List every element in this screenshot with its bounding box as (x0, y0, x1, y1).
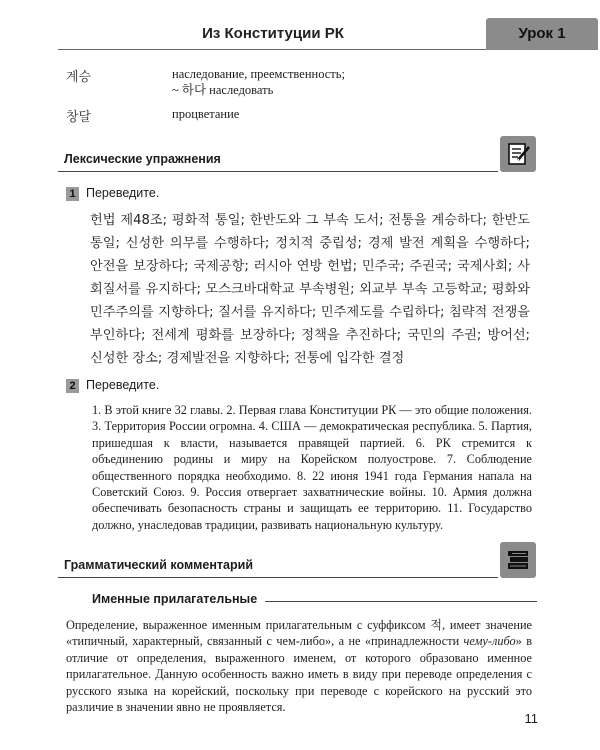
vocab-def-line: процветание (172, 107, 240, 121)
vocab-definition (172, 106, 502, 122)
exercise-instruction: Переведите. (86, 378, 160, 392)
vocab-word: 계승 (66, 70, 92, 85)
korean-suffix: 적 (430, 618, 442, 632)
section-title: Лексические упражнения (64, 152, 221, 166)
section-lexical-exercises (58, 142, 536, 172)
vocab-word: 창달 (66, 110, 92, 125)
section-rule (58, 577, 498, 578)
vocab-def-line: наследование, преемственность; (172, 67, 345, 81)
exercise-number-badge: 1 (66, 187, 79, 201)
section-title: Грамматический комментарий (64, 558, 254, 572)
chapter-title: Из Конституции РК (202, 25, 344, 42)
lesson-tab: Урок 1 (486, 18, 598, 50)
subheading-title: Именные прилагательные (92, 592, 265, 606)
page-number: 11 (524, 711, 538, 726)
exercise-instruction: Переведите. (86, 186, 160, 200)
exercise-2-text: 1. В этой книге 32 главы. 2. Первая глава Конституции РК — это общие положения. 3. Территория России огромна. 4. США — демократическая республика. 5. Партия, пришедшая к власти, называется правящей партией. 6. РК стремится к объединению родины и миру на Корейском полуострове. 7. Соблюдение общественного порядка необходимо. 8. 22 июня 1941 года Германия напала на Советский Союз. 9. Россия отвергает захватнические войны. 10. Армия должна обеспечивать безопасность страны и защищать ее территорию. 11. Государство должно, унаследовав традиции, развивать национальную культуру. (92, 403, 532, 532)
exercise-number-badge: 2 (66, 379, 79, 393)
vocab-definition (172, 66, 502, 98)
notebook-pen-icon (500, 136, 536, 172)
section-rule (58, 171, 498, 172)
grammar-paragraph (66, 617, 532, 715)
vocab-def-line: ~ 하다 наследовать (172, 83, 274, 97)
grammar-subheading (92, 590, 538, 610)
paragraph-text: , имеет значение «типичный, характерный, связанный с чем-либо», а не «принадлежности (66, 618, 532, 649)
paragraph-text: Определение, выраженное именным прилагательным с суффиксом (66, 618, 431, 632)
vocab-entry (66, 106, 546, 124)
vocab-entry (66, 66, 546, 102)
exercise-1-header (66, 186, 159, 201)
section-grammar-commentary (58, 548, 536, 578)
page-header (58, 18, 598, 50)
paragraph-text: » в отличие от определения, выраженного именем, от которого образовано именное прилагательное. Данную особенность важно иметь в виду при переводе определения с русского языка на корейский, поскольку при переводе с корейского на русский это различие в значении явно не проявляется. (66, 634, 532, 715)
subheading-rule (247, 601, 537, 602)
book-stack-icon (500, 542, 536, 578)
paragraph-italic: чему-либо (463, 634, 516, 649)
header-rule (58, 49, 490, 50)
exercise-1-text: 헌법 제48조; 평화적 통일; 한반도와 그 부속 도서; 전통을 계승하다; 한반도 통일; 신성한 의무를 수행하다; 정치적 중립성; 경제 발전 계획을 수행하다; 안전을 보장하다; 국제공항; 러시아 연방 헌법; 민주국; 주권국; 국제사회; 사회질서를 유지하다; 모스크바대학교 부속병원; 외교부 부속 고등학교; 평화와 민주주의를 지향하다; 질서를 유지하다; 민주제도를 수립하다; 침략적 전쟁을 부인하다; 전세계 평화를 보장하다; 정책을 추진하다; 국민의 주권; 방어선; 신성한 장소; 경제발전을 지향하다; 전통에 입각한 결정 (90, 213, 530, 366)
exercise-2-header (66, 378, 159, 393)
